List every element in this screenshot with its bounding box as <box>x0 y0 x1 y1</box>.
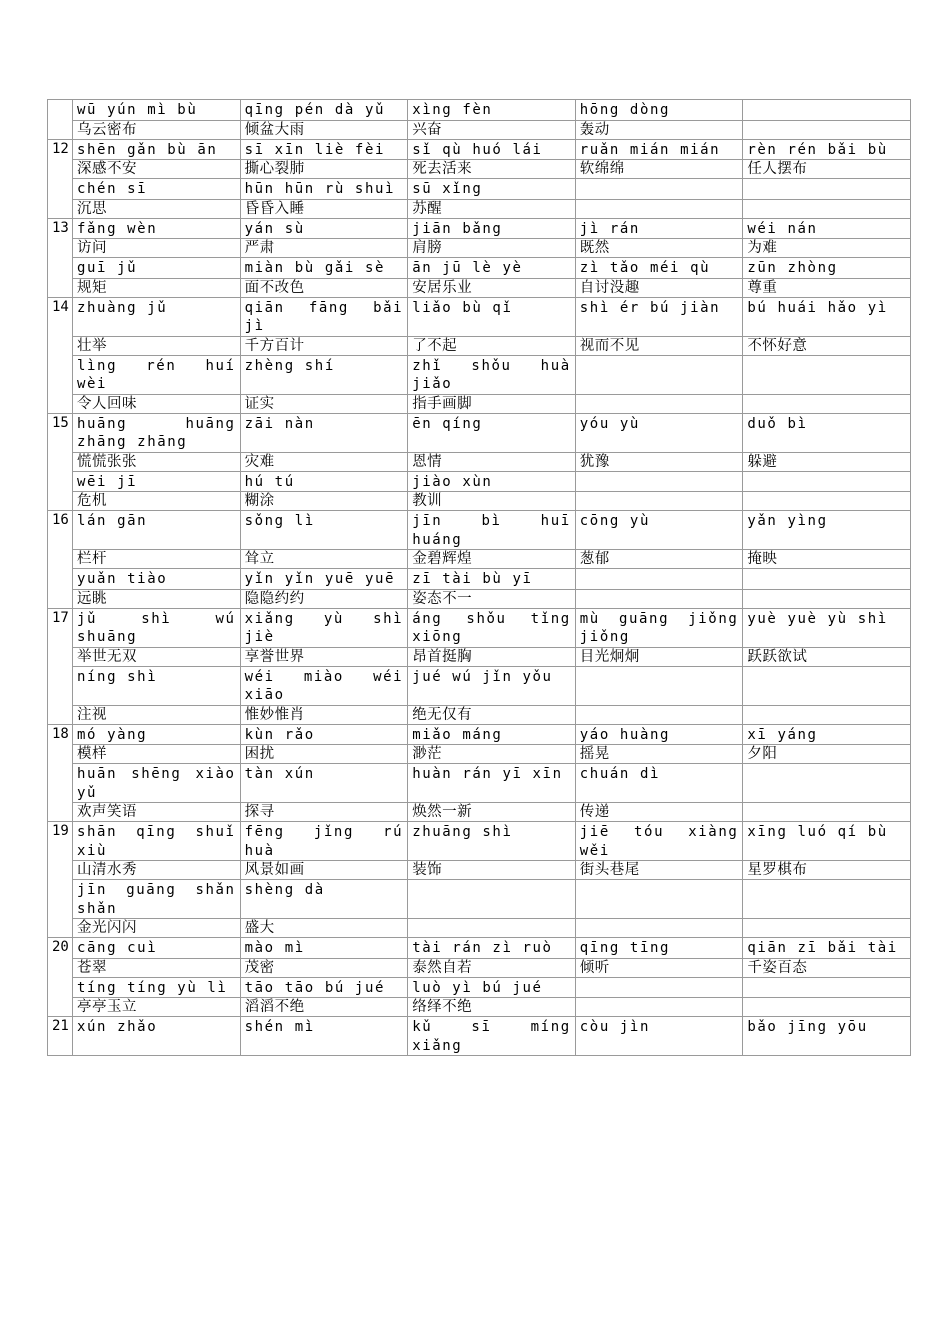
pinyin-cell: xìng fèn <box>408 100 576 121</box>
hanzi-cell: 亭亭玉立 <box>73 998 241 1017</box>
pinyin-row <box>48 608 911 647</box>
hanzi-cell <box>743 589 911 608</box>
lesson-number: 15 <box>48 413 73 511</box>
hanzi-cell: 金光闪闪 <box>73 919 241 938</box>
pinyin-cell: jiào xùn <box>408 471 576 492</box>
pinyin-cell: bú huái hǎo yì <box>743 297 911 336</box>
hanzi-cell: 倾听 <box>575 958 743 977</box>
pinyin-cell: áng shǒu tǐng xiōng <box>408 608 576 647</box>
pinyin-cell: guī jǔ <box>73 258 241 279</box>
pinyin-cell: huāng huāng zhāng zhāng <box>73 413 241 452</box>
pinyin-cell <box>575 880 743 919</box>
hanzi-cell: 盛大 <box>240 919 408 938</box>
hanzi-cell: 目光炯炯 <box>575 647 743 666</box>
pinyin-cell: jì rán <box>575 218 743 239</box>
hanzi-cell: 规矩 <box>73 278 241 297</box>
hanzi-cell <box>575 589 743 608</box>
pinyin-cell: yáo huàng <box>575 724 743 745</box>
hanzi-cell: 注视 <box>73 705 241 724</box>
hanzi-cell: 远眺 <box>73 589 241 608</box>
pinyin-cell: miàn bù gǎi sè <box>240 258 408 279</box>
pinyin-cell: yán sù <box>240 218 408 239</box>
pinyin-cell: jīn guāng shǎn shǎn <box>73 880 241 919</box>
pinyin-cell: ruǎn mián mián <box>575 139 743 160</box>
hanzi-cell <box>743 199 911 218</box>
pinyin-cell: tāo tāo bú jué <box>240 977 408 998</box>
pinyin-cell: huān shēng xiào yǔ <box>73 764 241 803</box>
pinyin-row <box>48 880 911 919</box>
pinyin-cell: ēn qíng <box>408 413 576 452</box>
pinyin-cell: yǐn yǐn yuē yuē <box>240 569 408 590</box>
vocabulary-table <box>47 99 911 1056</box>
hanzi-cell: 了不起 <box>408 336 576 355</box>
hanzi-row <box>48 239 911 258</box>
pinyin-cell: zì tǎo méi qù <box>575 258 743 279</box>
lesson-number: 16 <box>48 511 73 609</box>
pinyin-cell: fǎng wèn <box>73 218 241 239</box>
hanzi-cell: 不怀好意 <box>743 336 911 355</box>
pinyin-cell: zhèng shí <box>240 355 408 394</box>
hanzi-cell <box>575 394 743 413</box>
hanzi-cell: 茂密 <box>240 958 408 977</box>
pinyin-cell <box>575 977 743 998</box>
pinyin-cell: lìng rén huí wèi <box>73 355 241 394</box>
hanzi-cell: 肩膀 <box>408 239 576 258</box>
hanzi-row <box>48 120 911 139</box>
pinyin-cell: qiān zī bǎi tài <box>743 938 911 959</box>
pinyin-cell: zhuàng jǔ <box>73 297 241 336</box>
pinyin-row <box>48 569 911 590</box>
hanzi-cell: 葱郁 <box>575 550 743 569</box>
hanzi-cell: 严肃 <box>240 239 408 258</box>
hanzi-cell: 摇晃 <box>575 745 743 764</box>
pinyin-cell <box>575 569 743 590</box>
pinyin-cell: jiē tóu xiàng wěi <box>575 822 743 861</box>
pinyin-cell: jiān bǎng <box>408 218 576 239</box>
hanzi-cell: 恩情 <box>408 452 576 471</box>
pinyin-cell: tàn xún <box>240 764 408 803</box>
pinyin-row <box>48 511 911 550</box>
pinyin-cell <box>743 977 911 998</box>
hanzi-row <box>48 919 911 938</box>
pinyin-cell: còu jìn <box>575 1017 743 1056</box>
hanzi-cell: 倾盆大雨 <box>240 120 408 139</box>
hanzi-row <box>48 336 911 355</box>
lesson-number: 19 <box>48 822 73 938</box>
pinyin-cell: liǎo bù qǐ <box>408 297 576 336</box>
pinyin-cell: shèng dà <box>240 880 408 919</box>
hanzi-cell: 自讨没趣 <box>575 278 743 297</box>
pinyin-cell: shēn gǎn bù ān <box>73 139 241 160</box>
hanzi-row <box>48 803 911 822</box>
pinyin-row <box>48 297 911 336</box>
hanzi-cell: 绝无仅有 <box>408 705 576 724</box>
pinyin-cell: xī yáng <box>743 724 911 745</box>
pinyin-cell: mào mì <box>240 938 408 959</box>
pinyin-cell <box>575 355 743 394</box>
hanzi-cell: 为难 <box>743 239 911 258</box>
hanzi-cell: 苏醒 <box>408 199 576 218</box>
hanzi-cell: 耸立 <box>240 550 408 569</box>
hanzi-cell: 装饰 <box>408 861 576 880</box>
hanzi-cell: 既然 <box>575 239 743 258</box>
hanzi-cell: 姿态不一 <box>408 589 576 608</box>
pinyin-row <box>48 471 911 492</box>
pinyin-cell: zūn zhòng <box>743 258 911 279</box>
hanzi-cell <box>743 998 911 1017</box>
pinyin-row <box>48 355 911 394</box>
pinyin-cell <box>743 355 911 394</box>
hanzi-cell: 络绎不绝 <box>408 998 576 1017</box>
hanzi-cell: 探寻 <box>240 803 408 822</box>
pinyin-cell: chén sī <box>73 179 241 200</box>
hanzi-cell: 证实 <box>240 394 408 413</box>
pinyin-row <box>48 666 911 705</box>
pinyin-cell: qīng pén dà yǔ <box>240 100 408 121</box>
hanzi-cell: 躲避 <box>743 452 911 471</box>
lesson-number: 20 <box>48 938 73 1017</box>
pinyin-cell: cāng cuì <box>73 938 241 959</box>
pinyin-cell: hōng dòng <box>575 100 743 121</box>
pinyin-cell: rèn rén bǎi bù <box>743 139 911 160</box>
lesson-number: 14 <box>48 297 73 413</box>
pinyin-cell <box>743 179 911 200</box>
hanzi-cell: 壮举 <box>73 336 241 355</box>
pinyin-row <box>48 218 911 239</box>
pinyin-cell: huàn rán yī xīn <box>408 764 576 803</box>
pinyin-cell: kùn rǎo <box>240 724 408 745</box>
pinyin-cell: tíng tíng yù lì <box>73 977 241 998</box>
pinyin-cell: yǎn yìng <box>743 511 911 550</box>
vocabulary-page <box>47 99 911 1056</box>
pinyin-cell: kǔ sī míng xiǎng <box>408 1017 576 1056</box>
pinyin-cell: sǒng lì <box>240 511 408 550</box>
vocabulary-table-body <box>48 100 911 1056</box>
hanzi-cell <box>408 919 576 938</box>
pinyin-cell <box>743 666 911 705</box>
pinyin-cell: jīn bì huī huáng <box>408 511 576 550</box>
pinyin-cell: shì ér bú jiàn <box>575 297 743 336</box>
hanzi-cell: 兴奋 <box>408 120 576 139</box>
hanzi-cell: 渺茫 <box>408 745 576 764</box>
hanzi-row <box>48 589 911 608</box>
pinyin-cell <box>743 764 911 803</box>
pinyin-cell: bǎo jīng yōu <box>743 1017 911 1056</box>
hanzi-cell: 栏杆 <box>73 550 241 569</box>
hanzi-cell: 乌云密布 <box>73 120 241 139</box>
lesson-number: 17 <box>48 608 73 724</box>
hanzi-row <box>48 199 911 218</box>
pinyin-cell <box>575 471 743 492</box>
pinyin-cell: luò yì bú jué <box>408 977 576 998</box>
hanzi-cell: 灾难 <box>240 452 408 471</box>
pinyin-cell: wéi nán <box>743 218 911 239</box>
hanzi-cell: 夕阳 <box>743 745 911 764</box>
pinyin-cell: hú tú <box>240 471 408 492</box>
pinyin-cell: chuán dì <box>575 764 743 803</box>
hanzi-cell: 金碧辉煌 <box>408 550 576 569</box>
pinyin-row <box>48 100 911 121</box>
hanzi-cell: 撕心裂肺 <box>240 160 408 179</box>
pinyin-row <box>48 258 911 279</box>
hanzi-cell: 跃跃欲试 <box>743 647 911 666</box>
hanzi-cell <box>743 803 911 822</box>
hanzi-cell: 享誉世界 <box>240 647 408 666</box>
hanzi-cell: 面不改色 <box>240 278 408 297</box>
pinyin-row <box>48 822 911 861</box>
pinyin-cell <box>743 880 911 919</box>
hanzi-row <box>48 705 911 724</box>
hanzi-cell <box>575 199 743 218</box>
hanzi-cell: 焕然一新 <box>408 803 576 822</box>
pinyin-cell: zī tài bù yī <box>408 569 576 590</box>
pinyin-cell: zhuāng shì <box>408 822 576 861</box>
pinyin-row <box>48 724 911 745</box>
pinyin-cell: duǒ bì <box>743 413 911 452</box>
hanzi-cell: 令人回味 <box>73 394 241 413</box>
hanzi-row <box>48 958 911 977</box>
hanzi-cell: 慌慌张张 <box>73 452 241 471</box>
pinyin-cell <box>575 666 743 705</box>
hanzi-cell <box>743 705 911 724</box>
pinyin-cell: shén mì <box>240 1017 408 1056</box>
pinyin-cell: níng shì <box>73 666 241 705</box>
hanzi-cell: 千姿百态 <box>743 958 911 977</box>
hanzi-cell: 山清水秀 <box>73 861 241 880</box>
pinyin-cell <box>743 100 911 121</box>
pinyin-cell <box>575 179 743 200</box>
hanzi-cell: 软绵绵 <box>575 160 743 179</box>
pinyin-cell: sī xīn liè fèi <box>240 139 408 160</box>
hanzi-cell: 滔滔不绝 <box>240 998 408 1017</box>
hanzi-cell: 指手画脚 <box>408 394 576 413</box>
hanzi-cell <box>575 492 743 511</box>
pinyin-cell: sū xǐng <box>408 179 576 200</box>
hanzi-row <box>48 861 911 880</box>
hanzi-cell: 掩映 <box>743 550 911 569</box>
pinyin-row <box>48 938 911 959</box>
hanzi-cell: 星罗棋布 <box>743 861 911 880</box>
pinyin-row <box>48 413 911 452</box>
pinyin-cell: zhǐ shǒu huà jiǎo <box>408 355 576 394</box>
hanzi-row <box>48 550 911 569</box>
pinyin-cell: sǐ qù huó lái <box>408 139 576 160</box>
pinyin-cell: tài rán zì ruò <box>408 938 576 959</box>
hanzi-cell: 沉思 <box>73 199 241 218</box>
hanzi-row <box>48 647 911 666</box>
hanzi-cell: 困扰 <box>240 745 408 764</box>
lesson-number: 13 <box>48 218 73 297</box>
pinyin-cell: qīng tīng <box>575 938 743 959</box>
hanzi-row <box>48 998 911 1017</box>
pinyin-cell: yuè yuè yù shì <box>743 608 911 647</box>
pinyin-cell: shān qīng shuǐ xiù <box>73 822 241 861</box>
hanzi-row <box>48 492 911 511</box>
pinyin-cell <box>743 471 911 492</box>
pinyin-cell: xiǎng yù shì jiè <box>240 608 408 647</box>
hanzi-cell: 轰动 <box>575 120 743 139</box>
hanzi-cell: 苍翠 <box>73 958 241 977</box>
hanzi-cell: 访问 <box>73 239 241 258</box>
pinyin-cell: fēng jǐng rú huà <box>240 822 408 861</box>
pinyin-row <box>48 139 911 160</box>
hanzi-cell: 昂首挺胸 <box>408 647 576 666</box>
pinyin-row <box>48 1017 911 1056</box>
hanzi-cell: 模样 <box>73 745 241 764</box>
lesson-number: 21 <box>48 1017 73 1056</box>
pinyin-cell: wēi jī <box>73 471 241 492</box>
hanzi-cell <box>743 919 911 938</box>
hanzi-cell <box>575 705 743 724</box>
hanzi-cell: 视而不见 <box>575 336 743 355</box>
pinyin-cell: xīng luó qí bù <box>743 822 911 861</box>
hanzi-cell: 教训 <box>408 492 576 511</box>
lesson-number <box>48 100 73 140</box>
pinyin-cell: jǔ shì wú shuāng <box>73 608 241 647</box>
lesson-number: 18 <box>48 724 73 822</box>
hanzi-row <box>48 160 911 179</box>
pinyin-cell: qiān fāng bǎi jì <box>240 297 408 336</box>
pinyin-cell <box>408 880 576 919</box>
hanzi-cell: 犹豫 <box>575 452 743 471</box>
pinyin-cell: mó yàng <box>73 724 241 745</box>
pinyin-cell <box>743 569 911 590</box>
hanzi-row <box>48 745 911 764</box>
pinyin-cell: wū yún mì bù <box>73 100 241 121</box>
hanzi-cell: 危机 <box>73 492 241 511</box>
pinyin-row <box>48 179 911 200</box>
hanzi-cell: 举世无双 <box>73 647 241 666</box>
pinyin-cell: xún zhǎo <box>73 1017 241 1056</box>
hanzi-cell: 尊重 <box>743 278 911 297</box>
hanzi-cell: 昏昏入睡 <box>240 199 408 218</box>
hanzi-cell: 隐隐约约 <box>240 589 408 608</box>
hanzi-cell: 欢声笑语 <box>73 803 241 822</box>
pinyin-row <box>48 764 911 803</box>
hanzi-cell: 任人摆布 <box>743 160 911 179</box>
hanzi-cell: 传递 <box>575 803 743 822</box>
hanzi-cell <box>743 394 911 413</box>
lesson-number: 12 <box>48 139 73 218</box>
pinyin-cell: jué wú jǐn yǒu <box>408 666 576 705</box>
pinyin-cell: zāi nàn <box>240 413 408 452</box>
hanzi-cell <box>575 919 743 938</box>
hanzi-cell: 千方百计 <box>240 336 408 355</box>
pinyin-cell: yuǎn tiào <box>73 569 241 590</box>
pinyin-cell: wéi miào wéi xiāo <box>240 666 408 705</box>
pinyin-cell: mù guāng jiǒng jiǒng <box>575 608 743 647</box>
pinyin-cell: hūn hūn rù shuì <box>240 179 408 200</box>
pinyin-cell: cōng yù <box>575 511 743 550</box>
pinyin-cell: yóu yù <box>575 413 743 452</box>
pinyin-cell: ān jū lè yè <box>408 258 576 279</box>
pinyin-cell: miǎo máng <box>408 724 576 745</box>
hanzi-cell: 惟妙惟肖 <box>240 705 408 724</box>
hanzi-cell: 糊涂 <box>240 492 408 511</box>
hanzi-row <box>48 452 911 471</box>
hanzi-cell: 死去活来 <box>408 160 576 179</box>
hanzi-cell: 街头巷尾 <box>575 861 743 880</box>
hanzi-cell: 泰然自若 <box>408 958 576 977</box>
hanzi-cell: 深感不安 <box>73 160 241 179</box>
pinyin-cell: lán gān <box>73 511 241 550</box>
hanzi-row <box>48 394 911 413</box>
hanzi-row <box>48 278 911 297</box>
hanzi-cell <box>575 998 743 1017</box>
pinyin-row <box>48 977 911 998</box>
hanzi-cell: 风景如画 <box>240 861 408 880</box>
hanzi-cell: 安居乐业 <box>408 278 576 297</box>
hanzi-cell <box>743 120 911 139</box>
hanzi-cell <box>743 492 911 511</box>
